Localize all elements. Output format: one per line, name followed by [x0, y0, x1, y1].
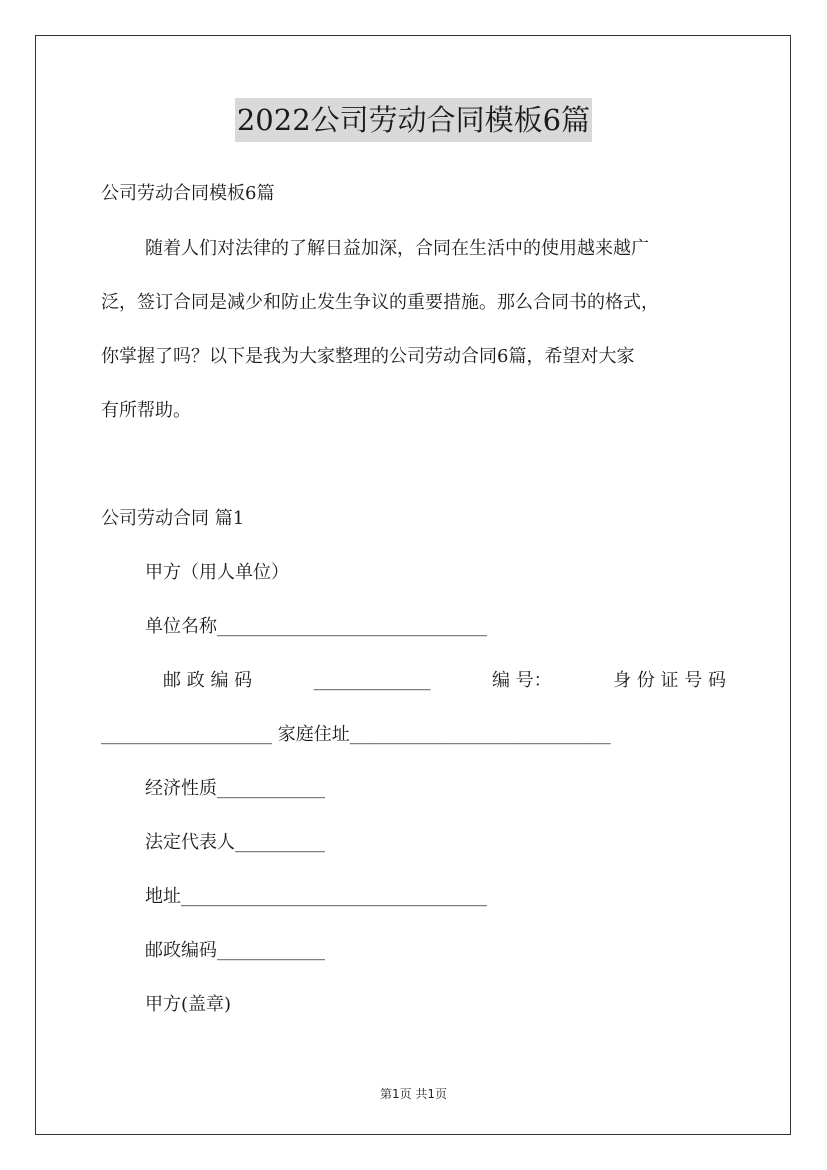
- legal-rep-field: 法定代表人__________: [145, 832, 325, 853]
- party-a-seal: 甲方(盖章): [145, 994, 232, 1015]
- address-field: 地址__________________________________: [145, 886, 487, 907]
- economic-nature-field: 经济性质____________: [145, 778, 325, 799]
- id-number-label: 身 份 证 号 码: [613, 670, 726, 691]
- intro-line-2: 泛，签订合同是减少和防止发生争议的重要措施。那么合同书的格式，: [101, 292, 659, 313]
- section-heading: 公司劳动合同 篇1: [101, 508, 245, 529]
- intro-line-1: 随着人们对法律的了解日益加深，合同在生活中的使用越来越广: [145, 238, 649, 259]
- party-a-label: 甲方（用人单位）: [145, 562, 289, 583]
- postal-row: [163, 668, 726, 694]
- postal-label: 邮 政 编 码: [163, 670, 253, 691]
- postal-code-field: 邮政编码____________: [145, 940, 325, 961]
- intro-line-3: 你掌握了吗？以下是我为大家整理的公司劳动合同6篇，希望对大家: [101, 346, 635, 367]
- document-subtitle: 公司劳动合同模板6篇: [101, 183, 275, 204]
- unit-name-field: 单位名称______________________________: [145, 616, 487, 637]
- title-container: [0, 98, 827, 142]
- document-title: 2022公司劳动合同模板6篇: [235, 98, 592, 142]
- page-footer: 第1页 共1页: [379, 1087, 448, 1101]
- intro-line-4: 有所帮助。: [101, 400, 191, 421]
- id-address-line: ___________________ 家庭住址_____________________________: [101, 724, 611, 745]
- postal-blank: _____________: [313, 670, 431, 691]
- number-label: 编 号：: [491, 670, 552, 691]
